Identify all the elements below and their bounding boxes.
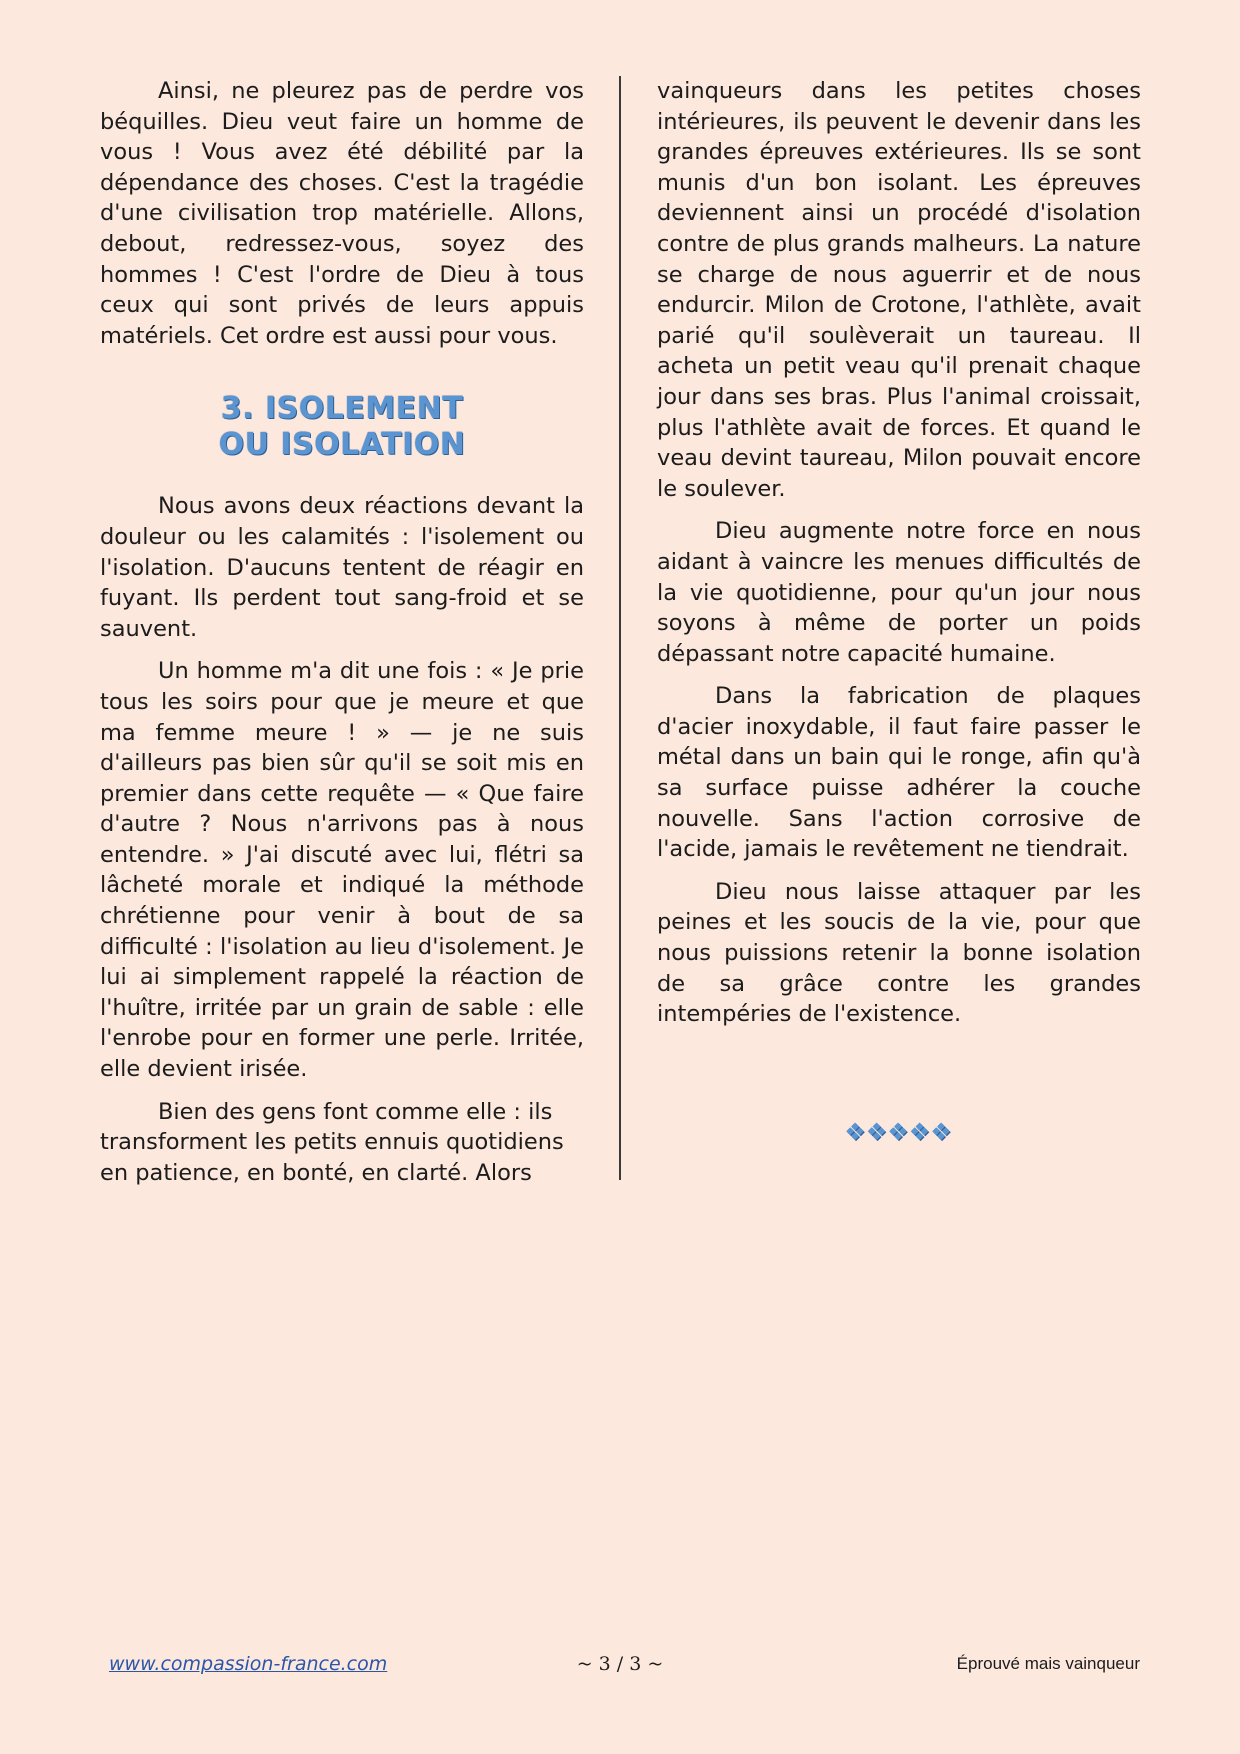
- paragraph: vainqueurs dans les petites choses intérieures, ils peuvent le devenir dans les grandes épreuves extérieures. Ils se sont munis d'un bon isolant. Les épreuves deviennent ainsi un procédé d'isolation contre de plus grands malheurs. La nature se charge de nous aguerrir et de nous endurcir. Milon de Crotone, l'athlète, avait parié qu'il soulèverait un taureau. Il acheta un petit veau qu'il prenait chaque jour dans ses bras. Plus l'animal croissait, plus l'athlète avait de forces. Et quand le veau devint taureau, Milon pouvait encore le soulever.: [657, 78, 1141, 502]
- website-link[interactable]: www.compassion-france.com: [109, 1653, 388, 1675]
- paragraph: Nous avons deux réactions devant la douleur ou les calamités : l'isolement ou l'isolation. D'aucuns tentent de réagir en fuyant. Ils perdent tout sang-froid et se sauvent.: [100, 493, 584, 642]
- ornament-diamonds-icon: ❖❖❖❖❖: [844, 1118, 952, 1146]
- paragraph: Dans la fabrication de plaques d'acier inoxydable, il faut faire passer le métal dans un bain qui le ronge, afin qu'à sa surface puisse adhérer la couche nouvelle. Sans l'action corrosive de l'acide, jamais le revêtement ne tiendrait.: [657, 683, 1141, 863]
- paragraph: Ainsi, ne pleurez pas de perdre vos béquilles. Dieu veut faire un homme de vous ! Vous avez été débilité par la dépendance des choses. C'est la tragédie d'une civilisation trop matérielle. Allons, debout, redressez-vous, soyez des hommes ! C'est l'ordre de Dieu à tous ceux qui sont privés de leurs appuis matériels. Cet ordre est aussi pour vous.: [100, 78, 584, 349]
- page-number: ~ 3 / 3 ~: [576, 1653, 664, 1675]
- column-divider: [619, 76, 621, 1180]
- heading-line-1: 3. ISOLEMENT: [220, 391, 464, 427]
- right-column: [657, 76, 1141, 1042]
- section-heading: [100, 391, 584, 463]
- paragraph: Bien des gens font comme elle : ils transforment les petits ennuis quotidiens en patience, en bonté, en clarté. Alors: [100, 1098, 564, 1186]
- left-column: [100, 76, 584, 1200]
- paragraph: Un homme m'a dit une fois : « Je prie tous les soirs pour que je meure et que ma femme meure ! » — je ne suis d'ailleurs pas bien sûr qu'il se soit mis en premier dans cette requête — « Que faire d'autre ? Nous n'arrivons pas à nous entendre. » J'ai discuté avec lui, flétri sa lâcheté morale et indiqué la méthode chrétienne pour venir à bout de sa difficulté : l'isolation au lieu d'isolement. Je lui ai simplement rappelé la réaction de l'huître, irritée par un grain de sable : elle l'enrobe pour en former une perle. Irritée, elle devient irisée.: [100, 658, 584, 1083]
- heading-line-2: OU ISOLATION: [218, 427, 466, 463]
- paragraph: Dieu nous laisse attaquer par les peines et les soucis de la vie, pour que nous puissions retenir la bonne isolation de sa grâce contre les grandes intempéries de l'existence.: [657, 878, 1141, 1028]
- document-title: Éprouvé mais vainqueur: [956, 1654, 1140, 1673]
- paragraph: Dieu augmente notre force en nous aidant à vaincre les menues difficultés de la vie quotidienne, pour qu'un jour nous soyons à même de porter un poids dépassant notre capacité humaine.: [657, 518, 1141, 667]
